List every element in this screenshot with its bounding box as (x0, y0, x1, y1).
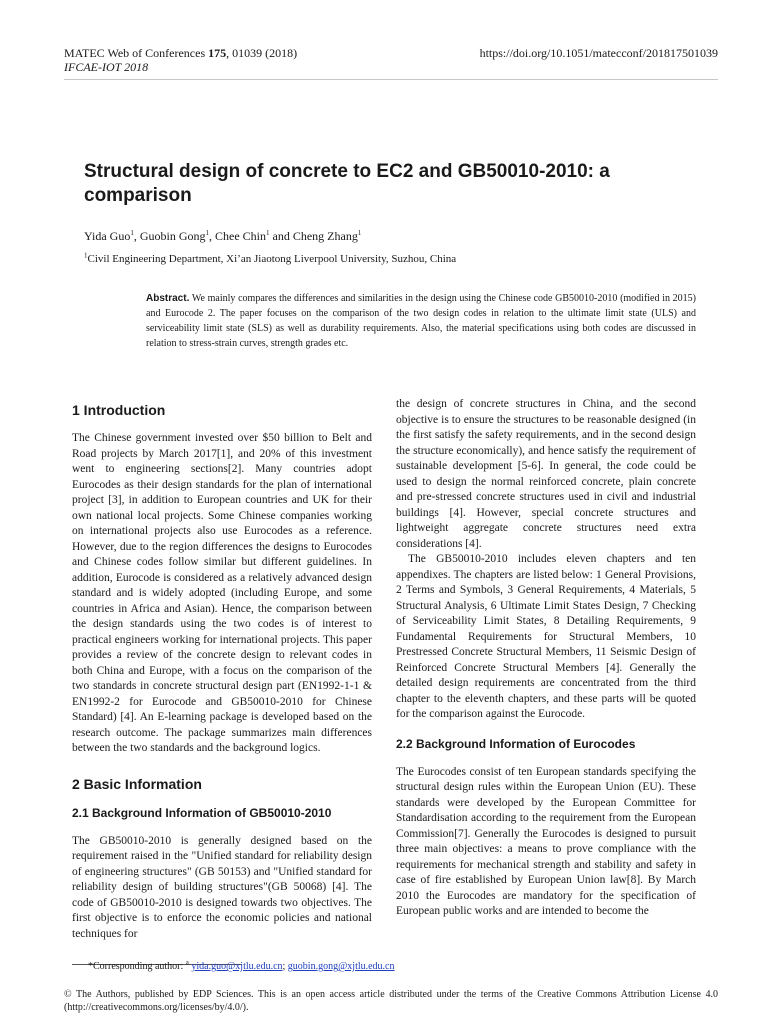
gb50010-paragraph: The GB50010-2010 is generally designed based on the requirement raised in the "Unified standard for reliability design of engineering structures" (GB 50153) and "Unified standard for reliability design of building structures"(GB 50068) [4]. The code of GB50010-2010 is designed towards two objectives. The first objective is to enforce the economic policies and national techniques for (72, 834, 372, 940)
paper-title: Structural design of concrete to EC2 and GB50010-2010: a comparison (84, 161, 610, 206)
section-heading-introduction: 1 Introduction (72, 402, 166, 418)
subsection-heading-eurocodes: 2.2 Background Information of Eurocodes (396, 736, 636, 751)
license-notice: © The Authors, published by EDP Sciences. This is an open access article distributed under the terms of the Creative Commons Attribution License 4.0 (http://creativecommons.org/licenses/by/4.0/). (64, 989, 718, 1013)
author: Cheng Zhang$^1$ (292, 229, 362, 243)
doi-link[interactable]: https://doi.org/10.1051/matecconf/201817501039 (479, 46, 718, 60)
author: Guobin Gong$^1$, (139, 229, 216, 243)
right-column (396, 397, 696, 920)
introduction-paragraph: The Chinese government invested over $50 billion to Belt and Road projects by March 2017[1], and 20% of this investment went to engineering sections[2]. Many countries adopt Eurocodes as their design standards for the plan of international project [3], in addition to European countries and UK for their own national local projects. Some Chinese companies working on international projects also use Eurocodes as a reference. However, due to the region differences the designs to Eurocodes and Chinese codes follow similar but different guidelines. In addition, Eurocode is considered as a relatively advanced design standard and is widely adopted (including Europe, and some countries in Africa and Asian). Hence, the comparison between the design standards using the two codes is of interest to practical engineers working for international projects. This paper provides a review of the concrete design to relevant codes in both China and Europe, with a focus on the comparison of the two standards in concrete structural design part (EN1992-1-1 & EN1992-2 for Eurocode and GB50010-2010 for Chinese Standard) [4]. An E-learning package is developed based on the research outcome. The package summarizes main differences between the two standards and the background logics. (72, 432, 372, 754)
author: Yida Guo$^1$, (84, 229, 140, 243)
left-column (72, 397, 372, 942)
header-divider (64, 79, 718, 80)
journal-year: (2018) (265, 46, 298, 60)
author: Chee Chin$^1$ and (215, 229, 293, 243)
footnote-marker: a (185, 958, 189, 967)
article-number: 01039 (232, 46, 263, 60)
abstract-label: Abstract. (146, 293, 190, 304)
footnote-label: *Corresponding author: (88, 961, 186, 972)
section-heading-basic-information: 2 Basic Information (72, 775, 202, 792)
eurocodes-paragraph: The Eurocodes consist of ten European standards specifying the structural design rules within the European Union (EU). These standards were developed by the European Committee for Standardisation according to the requirement from the European Commission[7]. Generally the Eurocodes is designed to pursuit three main objectives: a means to prove compliance with the requirements for mechanical strength and stability and safety in case of fire established by European Union law[8]. By March 2010 the Eurocodes are mandatory for the specification of European public works and are intended to become the (396, 765, 696, 917)
corresponding-author-footnote: *Corresponding author: $^a$ yida.guo@xjtlu.edu.cn; guobin.gong@xjtlu.edu.cn (88, 958, 395, 972)
journal-name: MATEC Web of Conferences (64, 46, 206, 60)
author-list (84, 229, 361, 243)
journal-volume: 175 (208, 46, 227, 60)
gb50010-chapters-paragraph: The GB50010-2010 includes eleven chapters and ten appendixes. The chapters are listed below: 1 General Provisions, 2 Terms and Symbols, 3 General Requirements, 4 Materials, 5 Structural Analysis, 6 Ultimate Limit States Design, 7 Checking of Serviceability Limit States, 8 Detailing Requirements, 9 Fundamental Requirements for Structural Members, 10 Prestressed Concrete Structural Members, 11 Seismic Design of Reinforced Concrete Structural Members [4]. Generally the detailed design requirements are concentrated from the third chapter to the eleventh chapters, and these parts will be quoted for the comparison against the Eurocode. (396, 553, 696, 720)
conference-name: IFCAE-IOT 2018 (64, 60, 149, 74)
journal-citation: MATEC Web of Conferences 175, 01039 (2018) (64, 46, 298, 60)
journal-info (64, 46, 297, 74)
abstract-text: We mainly compares the differences and similarities in the design using the Chinese code GB50010-2010 (modified in 2015) and Eurocode 2. The paper focuses on the comparison of the two design codes in relation to the ultimate limit state (ULS) and serviceability limit state (SLS) as well as durability requirements. Also, the material specifications using both codes are discussed in relation to stress-strain curves, strength grades etc. (146, 293, 696, 349)
gb50010-objectives-paragraph: the design of concrete structures in China, and the second objective is to ensure the structures to be reasonable designed (in the first satisfy the safety requirements, and in the second design the structure economically), and hence satisfy the requirement of sustainable development [5-6]. In general, the code could be used to design the normal reinforced concrete, plain concrete and pre-stressed concrete structures used in civil and industrial buildings [4]. However, special concrete structures and lightweight aggregate concrete structures need extra considerations [4]. (396, 398, 696, 550)
subsection-heading-gb50010: 2.1 Background Information of GB50010-2010 (72, 805, 332, 820)
abstract (146, 291, 696, 351)
affiliation: $^1$Civil Engineering Department, Xi’an Jiaotong Liverpool University, Suzhou, China (84, 251, 457, 265)
email-link[interactable]: guobin.gong@xjtlu.edu.cn (287, 961, 395, 972)
email-link[interactable]: yida.guo@xjtlu.edu.cn (191, 961, 283, 972)
